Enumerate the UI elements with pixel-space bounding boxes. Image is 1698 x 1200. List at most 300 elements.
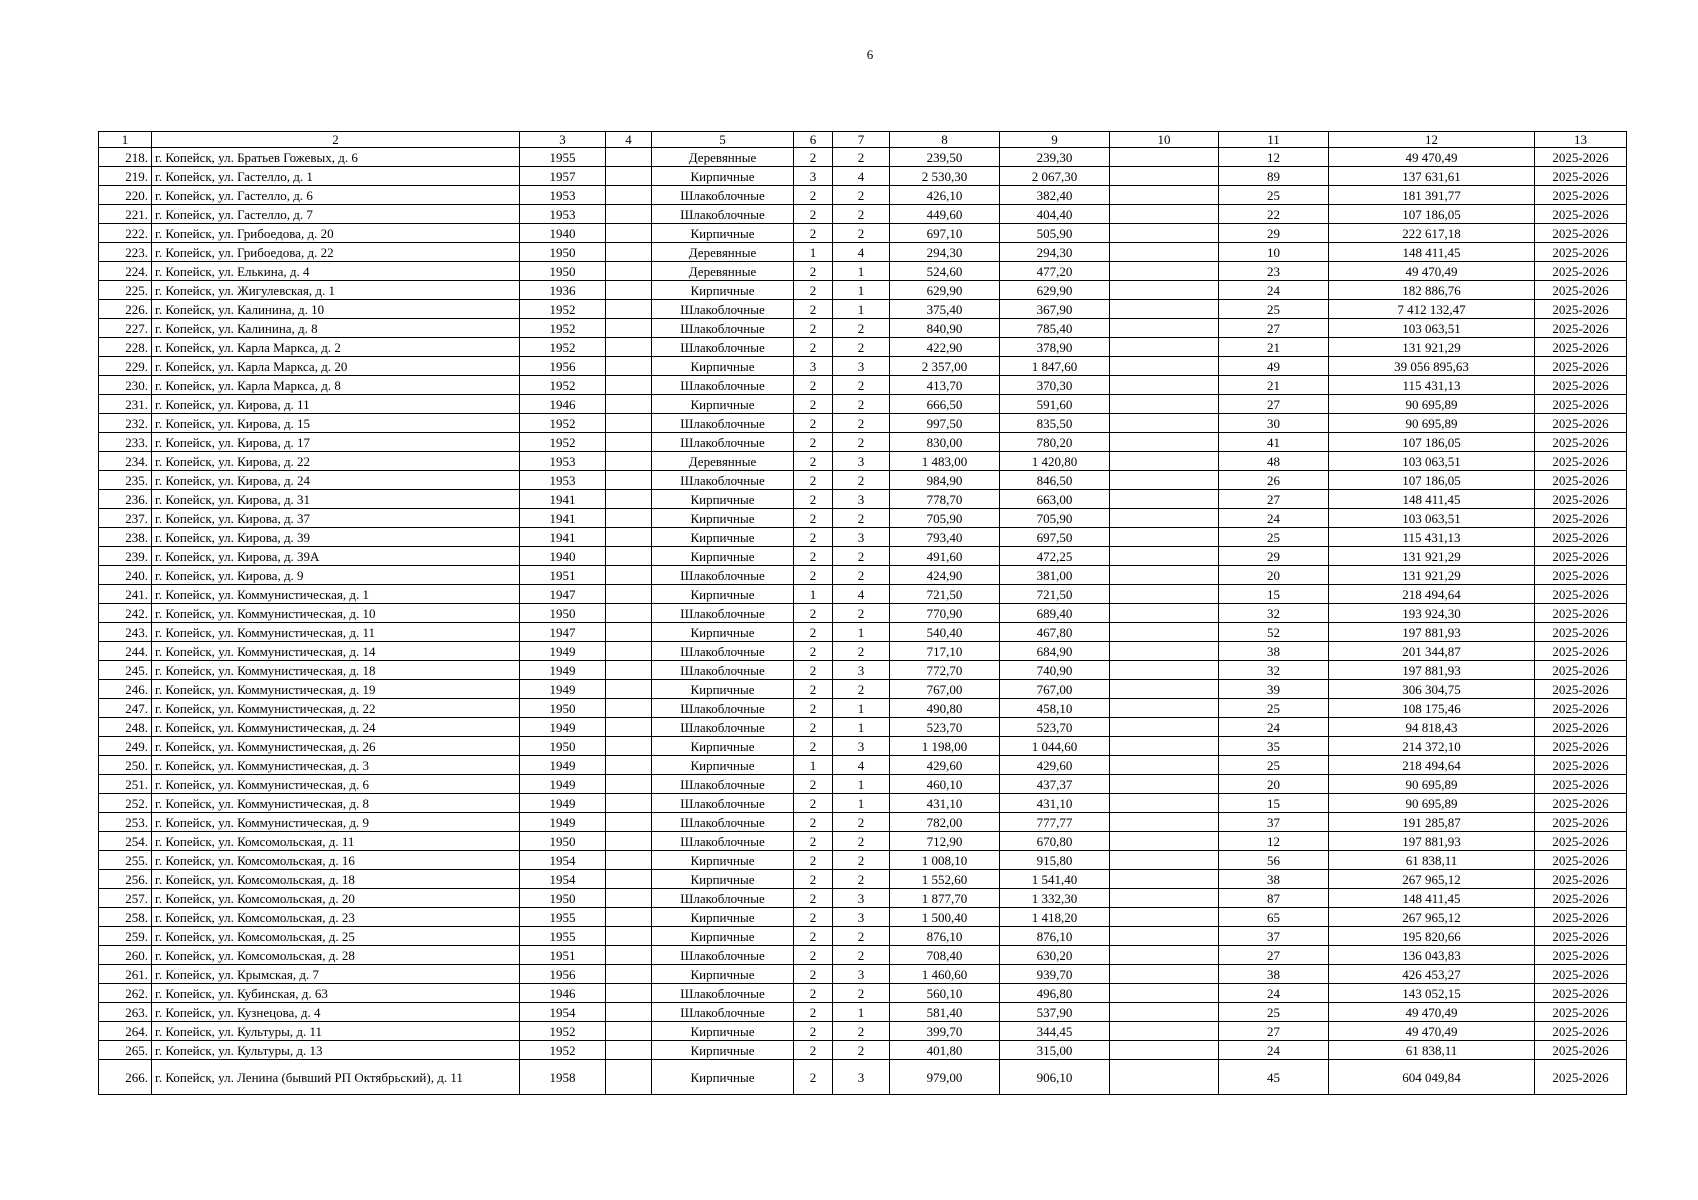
cell-total-area: 772,70	[890, 661, 1000, 680]
cell-entrances: 2	[833, 376, 890, 395]
cell-col-10	[1110, 205, 1219, 224]
cell-period: 2025-2026	[1535, 965, 1627, 984]
table-row	[99, 357, 1627, 376]
cell-floors: 2	[794, 186, 833, 205]
cell-total-area: 2 357,00	[890, 357, 1000, 376]
cell-total-area: 431,10	[890, 794, 1000, 813]
cell-wall-material: Кирпичные	[652, 927, 794, 946]
cell-year-built: 1952	[520, 1022, 606, 1041]
cell-floors: 2	[794, 452, 833, 471]
cell-year-built: 1936	[520, 281, 606, 300]
cell-living-area: 630,20	[1000, 946, 1110, 965]
cell-residents: 24	[1219, 509, 1329, 528]
cell-floors: 1	[794, 243, 833, 262]
cell-row-number: 257.	[99, 889, 152, 908]
cell-period: 2025-2026	[1535, 433, 1627, 452]
table-row	[99, 604, 1627, 623]
cell-floors: 1	[794, 756, 833, 775]
cell-year-built: 1950	[520, 262, 606, 281]
cell-residents: 25	[1219, 1003, 1329, 1022]
cell-period: 2025-2026	[1535, 1003, 1627, 1022]
cell-residents: 37	[1219, 927, 1329, 946]
cell-total-area: 717,10	[890, 642, 1000, 661]
cell-col-10	[1110, 509, 1219, 528]
cell-entrances: 2	[833, 566, 890, 585]
cell-total-area: 778,70	[890, 490, 1000, 509]
cell-row-number: 246.	[99, 680, 152, 699]
cell-period: 2025-2026	[1535, 281, 1627, 300]
column-header: 1	[99, 132, 152, 148]
cell-total-area: 399,70	[890, 1022, 1000, 1041]
cell-year-built: 1946	[520, 984, 606, 1003]
cell-residents: 35	[1219, 737, 1329, 756]
cell-year-built: 1940	[520, 547, 606, 566]
cell-residents: 26	[1219, 471, 1329, 490]
cell-period: 2025-2026	[1535, 851, 1627, 870]
cell-wall-material: Шлакоблочные	[652, 984, 794, 1003]
cell-floors: 2	[794, 509, 833, 528]
cell-entrances: 2	[833, 471, 890, 490]
cell-entrances: 3	[833, 889, 890, 908]
cell-wall-material: Шлакоблочные	[652, 718, 794, 737]
cell-wall-material: Деревянные	[652, 262, 794, 281]
cell-period: 2025-2026	[1535, 832, 1627, 851]
cell-row-number: 252.	[99, 794, 152, 813]
cell-col-4	[606, 148, 652, 167]
cell-col-10	[1110, 490, 1219, 509]
cell-address: г. Копейск, ул. Кирова, д. 17	[152, 433, 520, 452]
cell-total-area: 540,40	[890, 623, 1000, 642]
cell-entrances: 2	[833, 851, 890, 870]
cell-col-4	[606, 908, 652, 927]
cell-total-area: 294,30	[890, 243, 1000, 262]
cell-living-area: 591,60	[1000, 395, 1110, 414]
cell-cost: 49 470,49	[1329, 148, 1535, 167]
cell-entrances: 1	[833, 281, 890, 300]
cell-entrances: 2	[833, 547, 890, 566]
cell-period: 2025-2026	[1535, 167, 1627, 186]
cell-row-number: 229.	[99, 357, 152, 376]
cell-entrances: 1	[833, 262, 890, 281]
cell-col-10	[1110, 851, 1219, 870]
cell-total-area: 997,50	[890, 414, 1000, 433]
cell-row-number: 242.	[99, 604, 152, 623]
cell-address: г. Копейск, ул. Комсомольская, д. 20	[152, 889, 520, 908]
cell-cost: 90 695,89	[1329, 395, 1535, 414]
cell-entrances: 1	[833, 718, 890, 737]
cell-year-built: 1955	[520, 148, 606, 167]
cell-residents: 27	[1219, 490, 1329, 509]
cell-col-10	[1110, 224, 1219, 243]
cell-entrances: 1	[833, 300, 890, 319]
cell-residents: 32	[1219, 604, 1329, 623]
cell-residents: 24	[1219, 984, 1329, 1003]
cell-col-10	[1110, 300, 1219, 319]
cell-col-10	[1110, 908, 1219, 927]
cell-living-area: 915,80	[1000, 851, 1110, 870]
cell-address: г. Копейск, ул. Культуры, д. 13	[152, 1041, 520, 1060]
cell-residents: 38	[1219, 642, 1329, 661]
cell-living-area: 523,70	[1000, 718, 1110, 737]
cell-address: г. Копейск, ул. Кирова, д. 15	[152, 414, 520, 433]
cell-year-built: 1952	[520, 433, 606, 452]
cell-col-4	[606, 490, 652, 509]
table-row	[99, 927, 1627, 946]
cell-wall-material: Шлакоблочные	[652, 566, 794, 585]
cell-total-area: 629,90	[890, 281, 1000, 300]
cell-wall-material: Кирпичные	[652, 1060, 794, 1095]
cell-period: 2025-2026	[1535, 547, 1627, 566]
cell-residents: 24	[1219, 1041, 1329, 1060]
table-row	[99, 1003, 1627, 1022]
cell-living-area: 1 044,60	[1000, 737, 1110, 756]
cell-col-10	[1110, 395, 1219, 414]
cell-residents: 12	[1219, 148, 1329, 167]
cell-total-area: 770,90	[890, 604, 1000, 623]
table-row	[99, 490, 1627, 509]
cell-total-area: 449,60	[890, 205, 1000, 224]
cell-total-area: 984,90	[890, 471, 1000, 490]
cell-floors: 1	[794, 585, 833, 604]
cell-floors: 2	[794, 965, 833, 984]
cell-period: 2025-2026	[1535, 889, 1627, 908]
cell-year-built: 1958	[520, 1060, 606, 1095]
cell-col-4	[606, 585, 652, 604]
cell-entrances: 2	[833, 870, 890, 889]
table-row	[99, 262, 1627, 281]
cell-address: г. Копейск, ул. Кирова, д. 39	[152, 528, 520, 547]
cell-entrances: 4	[833, 756, 890, 775]
cell-residents: 20	[1219, 566, 1329, 585]
cell-address: г. Копейск, ул. Комсомольская, д. 11	[152, 832, 520, 851]
table-row	[99, 509, 1627, 528]
cell-wall-material: Шлакоблочные	[652, 699, 794, 718]
cell-wall-material: Кирпичные	[652, 680, 794, 699]
cell-col-4	[606, 376, 652, 395]
cell-period: 2025-2026	[1535, 414, 1627, 433]
cell-living-area: 472,25	[1000, 547, 1110, 566]
cell-living-area: 663,00	[1000, 490, 1110, 509]
cell-wall-material: Шлакоблочные	[652, 794, 794, 813]
table-row	[99, 319, 1627, 338]
cell-year-built: 1952	[520, 300, 606, 319]
cell-floors: 2	[794, 699, 833, 718]
cell-living-area: 505,90	[1000, 224, 1110, 243]
cell-col-10	[1110, 148, 1219, 167]
cell-year-built: 1949	[520, 661, 606, 680]
cell-period: 2025-2026	[1535, 566, 1627, 585]
table-row	[99, 946, 1627, 965]
column-header: 6	[794, 132, 833, 148]
cell-cost: 197 881,93	[1329, 832, 1535, 851]
cell-cost: 604 049,84	[1329, 1060, 1535, 1095]
cell-year-built: 1949	[520, 794, 606, 813]
cell-wall-material: Шлакоблочные	[652, 661, 794, 680]
cell-living-area: 477,20	[1000, 262, 1110, 281]
table-row	[99, 566, 1627, 585]
cell-year-built: 1956	[520, 357, 606, 376]
cell-col-10	[1110, 737, 1219, 756]
column-header: 10	[1110, 132, 1219, 148]
cell-row-number: 260.	[99, 946, 152, 965]
cell-period: 2025-2026	[1535, 585, 1627, 604]
cell-col-4	[606, 471, 652, 490]
cell-residents: 45	[1219, 1060, 1329, 1095]
cell-row-number: 237.	[99, 509, 152, 528]
cell-residents: 25	[1219, 300, 1329, 319]
cell-col-4	[606, 186, 652, 205]
cell-living-area: 846,50	[1000, 471, 1110, 490]
cell-cost: 195 820,66	[1329, 927, 1535, 946]
cell-entrances: 2	[833, 186, 890, 205]
cell-col-10	[1110, 927, 1219, 946]
cell-col-4	[606, 813, 652, 832]
cell-row-number: 221.	[99, 205, 152, 224]
cell-address: г. Копейск, ул. Кирова, д. 31	[152, 490, 520, 509]
cell-residents: 65	[1219, 908, 1329, 927]
cell-total-area: 712,90	[890, 832, 1000, 851]
cell-cost: 131 921,29	[1329, 338, 1535, 357]
cell-residents: 23	[1219, 262, 1329, 281]
cell-year-built: 1950	[520, 604, 606, 623]
cell-col-4	[606, 832, 652, 851]
cell-floors: 2	[794, 547, 833, 566]
cell-year-built: 1952	[520, 1041, 606, 1060]
cell-col-10	[1110, 186, 1219, 205]
cell-floors: 2	[794, 813, 833, 832]
cell-col-10	[1110, 642, 1219, 661]
cell-col-4	[606, 870, 652, 889]
cell-address: г. Копейск, ул. Коммунистическая, д. 10	[152, 604, 520, 623]
cell-col-4	[606, 737, 652, 756]
cell-total-area: 876,10	[890, 927, 1000, 946]
cell-residents: 25	[1219, 756, 1329, 775]
cell-floors: 2	[794, 851, 833, 870]
cell-period: 2025-2026	[1535, 737, 1627, 756]
cell-entrances: 2	[833, 338, 890, 357]
cell-wall-material: Шлакоблочные	[652, 376, 794, 395]
cell-wall-material: Кирпичные	[652, 528, 794, 547]
cell-entrances: 2	[833, 984, 890, 1003]
cell-total-area: 793,40	[890, 528, 1000, 547]
cell-entrances: 2	[833, 509, 890, 528]
cell-entrances: 2	[833, 319, 890, 338]
cell-cost: 193 924,30	[1329, 604, 1535, 623]
cell-living-area: 315,00	[1000, 1041, 1110, 1060]
cell-living-area: 785,40	[1000, 319, 1110, 338]
cell-residents: 27	[1219, 395, 1329, 414]
table-row	[99, 300, 1627, 319]
cell-floors: 2	[794, 946, 833, 965]
cell-year-built: 1952	[520, 319, 606, 338]
cell-total-area: 840,90	[890, 319, 1000, 338]
cell-living-area: 697,50	[1000, 528, 1110, 547]
cell-total-area: 560,10	[890, 984, 1000, 1003]
cell-total-area: 1 198,00	[890, 737, 1000, 756]
cell-year-built: 1953	[520, 452, 606, 471]
cell-period: 2025-2026	[1535, 870, 1627, 889]
cell-year-built: 1949	[520, 775, 606, 794]
cell-col-10	[1110, 794, 1219, 813]
cell-floors: 2	[794, 889, 833, 908]
cell-year-built: 1941	[520, 490, 606, 509]
cell-col-4	[606, 680, 652, 699]
cell-living-area: 344,45	[1000, 1022, 1110, 1041]
cell-cost: 90 695,89	[1329, 794, 1535, 813]
cell-address: г. Копейск, ул. Гастелло, д. 7	[152, 205, 520, 224]
table-row	[99, 338, 1627, 357]
cell-living-area: 721,50	[1000, 585, 1110, 604]
cell-period: 2025-2026	[1535, 604, 1627, 623]
cell-address: г. Копейск, ул. Карла Маркса, д. 20	[152, 357, 520, 376]
cell-floors: 2	[794, 224, 833, 243]
cell-row-number: 224.	[99, 262, 152, 281]
cell-period: 2025-2026	[1535, 338, 1627, 357]
cell-col-4	[606, 623, 652, 642]
cell-total-area: 491,60	[890, 547, 1000, 566]
cell-cost: 103 063,51	[1329, 509, 1535, 528]
cell-address: г. Копейск, ул. Кирова, д. 37	[152, 509, 520, 528]
cell-living-area: 367,90	[1000, 300, 1110, 319]
cell-period: 2025-2026	[1535, 1060, 1627, 1095]
cell-address: г. Копейск, ул. Кубинская, д. 63	[152, 984, 520, 1003]
cell-address: г. Копейск, ул. Карла Маркса, д. 2	[152, 338, 520, 357]
cell-wall-material: Деревянные	[652, 148, 794, 167]
cell-year-built: 1954	[520, 1003, 606, 1022]
cell-entrances: 1	[833, 794, 890, 813]
cell-col-4	[606, 661, 652, 680]
cell-col-10	[1110, 319, 1219, 338]
cell-residents: 21	[1219, 376, 1329, 395]
cell-address: г. Копейск, ул. Грибоедова, д. 22	[152, 243, 520, 262]
cell-total-area: 524,60	[890, 262, 1000, 281]
cell-total-area: 581,40	[890, 1003, 1000, 1022]
cell-floors: 2	[794, 395, 833, 414]
cell-residents: 27	[1219, 319, 1329, 338]
cell-cost: 267 965,12	[1329, 870, 1535, 889]
cell-row-number: 235.	[99, 471, 152, 490]
cell-period: 2025-2026	[1535, 699, 1627, 718]
table-row	[99, 433, 1627, 452]
cell-wall-material: Шлакоблочные	[652, 889, 794, 908]
cell-entrances: 1	[833, 699, 890, 718]
cell-period: 2025-2026	[1535, 224, 1627, 243]
cell-cost: 137 631,61	[1329, 167, 1535, 186]
cell-address: г. Копейск, ул. Кирова, д. 24	[152, 471, 520, 490]
cell-floors: 2	[794, 528, 833, 547]
cell-year-built: 1957	[520, 167, 606, 186]
cell-living-area: 496,80	[1000, 984, 1110, 1003]
cell-col-10	[1110, 566, 1219, 585]
column-header: 9	[1000, 132, 1110, 148]
cell-floors: 2	[794, 775, 833, 794]
cell-col-4	[606, 1003, 652, 1022]
cell-total-area: 2 530,30	[890, 167, 1000, 186]
cell-row-number: 266.	[99, 1060, 152, 1095]
cell-row-number: 226.	[99, 300, 152, 319]
table-body	[99, 148, 1627, 1095]
cell-year-built: 1954	[520, 851, 606, 870]
cell-row-number: 228.	[99, 338, 152, 357]
cell-cost: 107 186,05	[1329, 471, 1535, 490]
cell-residents: 27	[1219, 946, 1329, 965]
cell-entrances: 3	[833, 452, 890, 471]
cell-period: 2025-2026	[1535, 718, 1627, 737]
cell-col-4	[606, 547, 652, 566]
cell-floors: 2	[794, 718, 833, 737]
cell-residents: 38	[1219, 870, 1329, 889]
cell-residents: 21	[1219, 338, 1329, 357]
cell-total-area: 767,00	[890, 680, 1000, 699]
cell-address: г. Копейск, ул. Коммунистическая, д. 26	[152, 737, 520, 756]
cell-col-4	[606, 604, 652, 623]
cell-col-10	[1110, 775, 1219, 794]
cell-cost: 218 494,64	[1329, 585, 1535, 604]
table-row	[99, 832, 1627, 851]
cell-period: 2025-2026	[1535, 984, 1627, 1003]
cell-cost: 143 052,15	[1329, 984, 1535, 1003]
cell-col-4	[606, 357, 652, 376]
cell-living-area: 378,90	[1000, 338, 1110, 357]
cell-cost: 214 372,10	[1329, 737, 1535, 756]
cell-living-area: 431,10	[1000, 794, 1110, 813]
cell-address: г. Копейск, ул. Гастелло, д. 6	[152, 186, 520, 205]
cell-wall-material: Кирпичные	[652, 1041, 794, 1060]
cell-row-number: 245.	[99, 661, 152, 680]
cell-total-area: 490,80	[890, 699, 1000, 718]
cell-total-area: 429,60	[890, 756, 1000, 775]
cell-col-4	[606, 452, 652, 471]
cell-wall-material: Шлакоблочные	[652, 300, 794, 319]
cell-col-10	[1110, 965, 1219, 984]
table-row	[99, 471, 1627, 490]
cell-floors: 3	[794, 167, 833, 186]
cell-cost: 191 285,87	[1329, 813, 1535, 832]
column-header: 4	[606, 132, 652, 148]
cell-col-4	[606, 281, 652, 300]
cell-floors: 2	[794, 794, 833, 813]
cell-col-10	[1110, 376, 1219, 395]
cell-period: 2025-2026	[1535, 300, 1627, 319]
cell-residents: 39	[1219, 680, 1329, 699]
cell-col-4	[606, 205, 652, 224]
cell-col-4	[606, 927, 652, 946]
cell-residents: 41	[1219, 433, 1329, 452]
cell-residents: 87	[1219, 889, 1329, 908]
cell-wall-material: Кирпичные	[652, 547, 794, 566]
cell-col-4	[606, 262, 652, 281]
cell-address: г. Копейск, ул. Гастелло, д. 1	[152, 167, 520, 186]
table-row	[99, 623, 1627, 642]
cell-row-number: 234.	[99, 452, 152, 471]
cell-wall-material: Кирпичные	[652, 908, 794, 927]
cell-year-built: 1941	[520, 528, 606, 547]
cell-address: г. Копейск, ул. Калинина, д. 8	[152, 319, 520, 338]
cell-period: 2025-2026	[1535, 528, 1627, 547]
cell-cost: 148 411,45	[1329, 490, 1535, 509]
cell-floors: 2	[794, 376, 833, 395]
cell-col-4	[606, 167, 652, 186]
table-row	[99, 376, 1627, 395]
cell-year-built: 1950	[520, 737, 606, 756]
cell-row-number: 262.	[99, 984, 152, 1003]
table-row	[99, 642, 1627, 661]
cell-col-4	[606, 1041, 652, 1060]
cell-wall-material: Деревянные	[652, 243, 794, 262]
cell-floors: 2	[794, 661, 833, 680]
cell-floors: 2	[794, 984, 833, 1003]
cell-entrances: 2	[833, 642, 890, 661]
